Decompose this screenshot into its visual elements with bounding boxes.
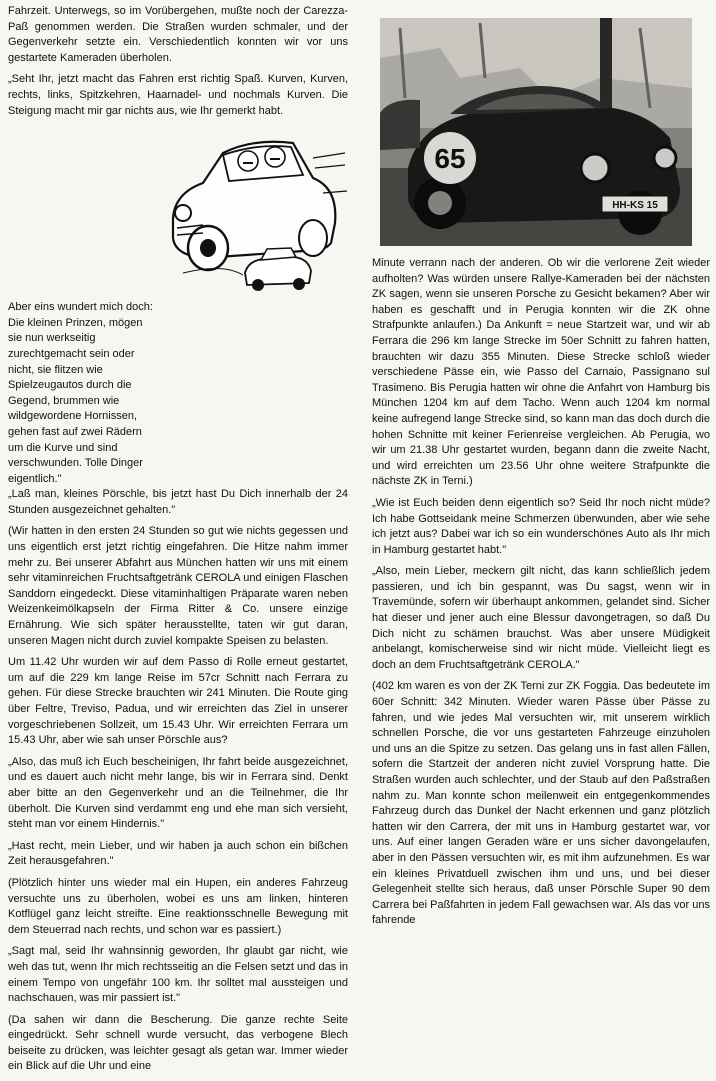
rally-car-photo [380,18,692,246]
right-column [372,256,710,935]
cartoon-car-illustration [163,123,348,298]
paragraph: (402 km waren es von der ZK Terni zur ZK Foggia. Das bedeutete im 60er Schnitt: 342 Minuten. Wieder waren Pässe über Pässe zu fahren, und wie jedes Mal versuchten wir, mit unserem wirklich schnellen Porsche, die vor uns gestarteten Fahrzeuge einzuholen und uns an die Spitze zu setzen. Das gelang uns in fast allen Fällen, sofern die Startzeit der anderen nicht zuviel Vorsprung hatte. Die Straßen wurden auch schlechter, und der Staub auf den Paßstraßen nahm zu. Man konnte schon meilenweit ein entgegenkommendes Fahrzeug durch das Dunkel der Nacht erkennen und ganz plötzlich hatten wir den Carrera, der mit uns in Hamburg gestartet war, vor uns. Auf einer langen Geraden wäre er uns sicher davongelaufen, aber in den Pässen versuchten wir, es mit ihm aufzunehmen. Es war ein kleines Privatduell zwischen ihm und uns, und bei dieser Gelegenheit stellte sich heraus, daß unser Pörschle Super 90 dem Carrera bei Paßfahrten in jedem Fall gewachsen war. Als das vor uns fahrende [372,680,710,927]
paragraph: „Hast recht, mein Lieber, und wir haben ja auch schon ein bißchen Zeit herausgefahren." [8,839,348,868]
paragraph: Um 11.42 Uhr wurden wir auf dem Passo di Rolle erneut gestartet, um auf die 229 km lange Reise im 57cr Schnitt nach Ferrara zu gehen. Für diese Strecke brauchten wir 241 Minuten. Die Route ging über Feltre, Treviso, Padua, und wir erreichten das Ziel in unserer vorgeschriebenen Sollzeit, um 15.43 Uhr. Wir erreichten Ferrara um 15.43 Uhr, aber wie sah unser Pörschle aus? [8,656,348,747]
paragraph: (Da sahen wir dann die Bescherung. Die ganze rechte Seite eingedrückt. Sehr schnell wurde versucht, das verbogene Blech beiseite zu drücken, was leichter gesagt als getan war. Immer wieder ein Blick auf die Uhr und eine [8,1013,348,1073]
paragraph: Minute verrann nach der anderen. Ob wir die verlorene Zeit wieder aufholten? Was würden unsere Rallye-Kameraden bei der nächsten ZK sagen, wenn sie unseren Porsche zu Gesicht bekamen? Aber wir haben es geschafft und in Perugia konnten wir die ZK ohne Strafpunkte anlaufen.) Da Ankunft = neue Startzeit war, und wir ab Ferrara die 296 km lange Strecke im 50er Schnitt zu fahren hatten, brauchten wir dazu 355 Minuten. Diese Strecke schloß wieder verschiedene Pässe ein, wie Passo del Carnaio, Passignano sul Trasimeno. Bis Perugia hatten wir ohne die Anfahrt von Hamburg bis München 1204 km auf dem Tacho. Wenn auch 1204 km normal keine aufregend lange Strecke sind, so kann man das doch durch die hohen Schnitte mit keiner Ferienreise vergleichen. Ab Perugia, wo wir um 21.38 Uhr gestartet wurden, begann dann die zweite Nacht, und wird erreichten um 23.56 Uhr ohne weitere Strafpunkte die nächste ZK in Terni.) [372,257,710,488]
paragraph-wrapped: Aber eins wundert mich doch: Die kleinen Prinzen, mögen sie nun werkseitig zurechtgemacht sein oder nicht, sie flitzen wie Spielzeugautos durch die Gegend, brummen wie wildgewordene Hornissen, gehen fast auf zwei Rädern um die Kurve und sind verschwunden. Tolle Dinger eigentlich." [8,301,153,485]
paragraph: „Also, das muß ich Euch bescheinigen, Ihr fahrt beide ausgezeichnet, und es dauert auch nicht mehr lange, bis wir in Ferrara sind. Denkt aber bitte an den Gegenverkehr und an die Teilnehmer, die Ihr überholt. Die Kurven sind verdammt eng und ehe man sich versieht, steht man vor einem Hindernis." [8,755,348,831]
paragraph: „Laß man, kleines Pörschle, bis jetzt hast Du Dich innerhalb der 24 Stunden ausgezeichnet gehalten." [8,488,348,516]
paragraph: (Plötzlich hinter uns wieder mal ein Hupen, ein anderes Fahrzeug versuchte uns zu überholen, wobei es uns am linken, hinteren Kotflügel ganz leicht streifte. Eine reaktionsschnelle Bewegung mit dem Steuerrad nach rechts, und schon war es passiert.) [8,876,348,936]
paragraph: „Sagt mal, seid Ihr wahnsinnig geworden, Ihr glaubt gar nicht, wie weh das tut, wenn Ihr mich rechtsseitig an die Felsen setzt und das in einem Tempo von ungefähr 100 km. Ihr solltet mal aussteigen und nachschauen, was mir passiert ist." [8,945,348,1005]
paragraph: „Seht Ihr, jetzt macht das Fahren erst richtig Spaß. Kurven, Kurven, rechts, links, Spitzkehren, Haarnadel- und nochmals Kurven. Die Steigung macht mir gar nichts aus, wie Ihr gemerkt habt. [8,73,348,117]
paragraph: „Wie ist Euch beiden denn eigentlich so? Seid Ihr noch nicht müde? Ich habe Gottseidank meine Schmerzen überwunden, aber wie sehe ich jetzt aus? Dabei war ich so ein wunderschönes Auto als Ihr mich in Hamburg gestartet habt." [372,496,710,556]
paragraph: Fahrzeit. Unterwegs, so im Vorübergehen, mußte noch der Carezza-Paß genommen werden. Die Straßen wurden schmaler, und der Gegenverkehr setzte ein. Verschiedentlich konnten wir vor uns gestartete Kameraden überholen. [8,5,348,64]
paragraph: „Also, mein Lieber, meckern gilt nicht, das kann schließlich jedem passieren, und ich bin gespannt, was Du sagst, wenn wir in Travemünde, sofern wir überhaupt ankommen, gelandet sind. Sicher hat dieser und jener auch eine Blessur davongetragen, so daß Du Dich nicht zu schämen brauchst. Was aber unsere Müdigkeit anbelangt, komischerweise sind wir nicht müde. Vielleicht liegt es doch an dem Fruchtsaftgetränk CEROLA." [372,565,710,671]
paragraph: (Wir hatten in den ersten 24 Stunden so gut wie nichts gegessen und uns eigentlich erst jetzt richtig eingefahren. Die Hitze nahm immer mehr zu. Bei unserer Abfahrt aus München hatten wir uns mit einem sehr vitaminreichen Fruchtsaftgetränk CEROLA und einigen Flaschen Sanddorn eingedeckt. Diese vitaminhaltigen Präparate waren neben Weizenkeimölkapseln der Firma Ritter & Co. unsere einzige Ernährung. Wie sich später herausstellte, taten wir gut daran, unseren Magen nicht durch zuviel kompakte Speisen zu belasten. [8,525,348,647]
illustration-wrap [8,119,348,487]
left-column [8,4,348,1081]
start-number: 65 [434,143,466,174]
license-plate: HH-KS 15 [612,200,658,211]
